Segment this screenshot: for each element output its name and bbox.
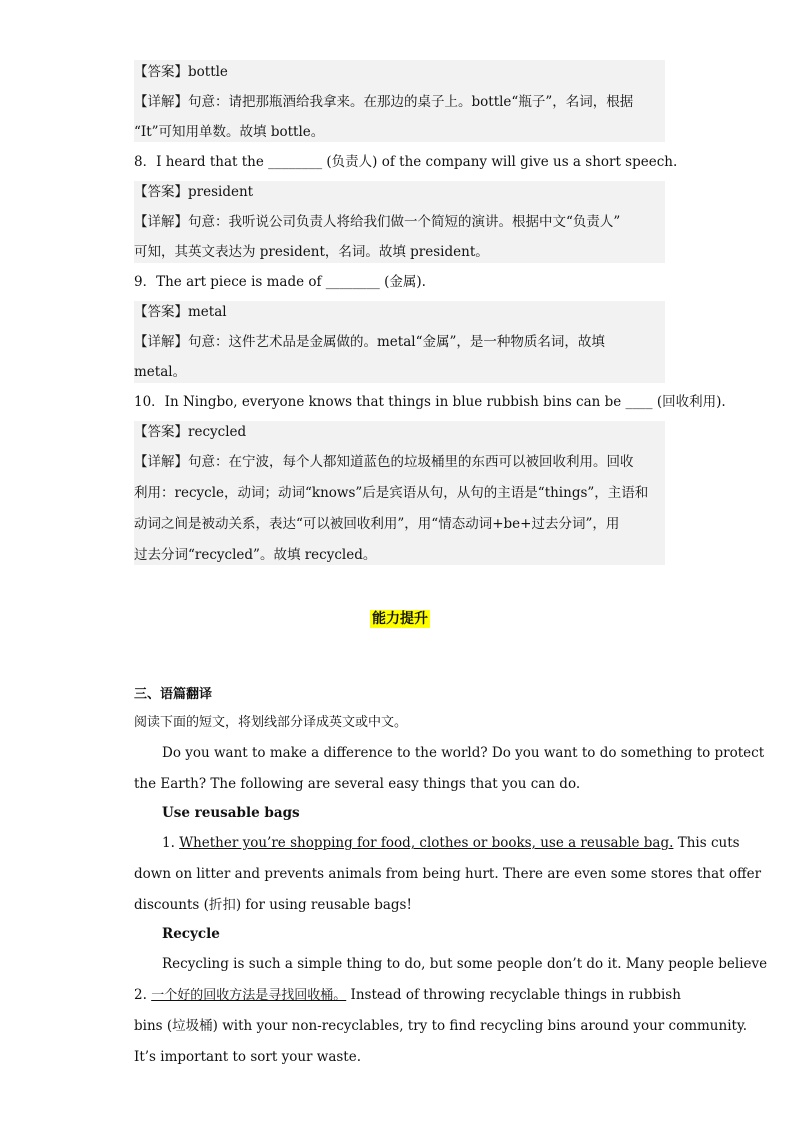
passage-line: Recycling is such a simple thing to do, but some people don’t do it. Many people believe [162, 956, 768, 972]
detail-line: 动词之间是被动关系，表达“可以被回收利用”，用“情态动词+be+过去分词”，用 [134, 516, 620, 532]
answer-line: 【答案】metal [134, 304, 227, 320]
underlined-translation-target: 一个好的回收方法是寻找回收桶。 [151, 988, 347, 1003]
detail-line: 利用：recycle，动词；动词“knows”后是宾语从句，从句的主语是“things”，主语和 [134, 485, 649, 501]
section-title-text: 能力提升 [372, 611, 428, 627]
detail-line: 【详解】句意：这件艺术品是金属做的。metal“金属”，是一种物质名词，故填 [134, 334, 605, 350]
subheading-recycle: Recycle [162, 926, 220, 942]
subheading-reusable-bags: Use reusable bags [162, 805, 300, 821]
detail-line: 【详解】句意：请把那瓶酒给我拿来。在那边的桌子上。bottle“瓶子”，名词，根据 [134, 94, 634, 110]
answer-line: 【答案】recycled [134, 424, 247, 440]
question-8: 8．I heard that the ________ (负责人) of the company will give us a short speech. [134, 154, 678, 170]
underlined-translation-target: Whether you’re shopping for food, clothes or books, use a reusable bag. [179, 835, 674, 851]
passage-line: It’s important to sort your waste. [134, 1049, 361, 1065]
question-10: 10．In Ningbo, everyone knows that things in blue rubbish bins can be ____ (回收利用). [134, 394, 726, 410]
detail-line: 【详解】句意：在宁波，每个人都知道蓝色的垃圾桶里的东西可以被回收利用。回收 [134, 454, 634, 470]
section-title [0, 608, 800, 628]
passage-line: discounts (折扣) for using reusable bags! [134, 897, 412, 913]
question-9: 9．The art piece is made of ________ (金属). [134, 274, 426, 290]
passage-line: bins (垃圾桶) with your non-recyclables, try to find recycling bins around your community. [134, 1018, 748, 1034]
passage-item-2 [134, 986, 681, 1005]
part-instruction: 阅读下面的短文，将划线部分译成英文或中文。 [134, 715, 408, 730]
passage-line: the Earth? The following are several easy things that you can do. [134, 776, 581, 792]
answer-line: 【答案】bottle [134, 64, 228, 80]
passage-line: Do you want to make a difference to the world? Do you want to do something to protect [162, 745, 765, 761]
item-number: 1. [162, 835, 175, 851]
answer-line: 【答案】president [134, 184, 254, 200]
detail-line: “It”可知用单数。故填 bottle。 [134, 124, 325, 140]
detail-line: 过去分词“recycled”。故填 recycled。 [134, 547, 377, 563]
item-rest: Instead of throwing recyclable things in rubbish [346, 987, 681, 1003]
item-rest: This cuts [673, 835, 740, 851]
passage-item-1 [162, 834, 740, 852]
passage-line: down on litter and prevents animals from being hurt. There are even some stores that offer [134, 866, 762, 882]
detail-line: 可知，其英文表达为 president，名词。故填 president。 [134, 244, 489, 260]
detail-line: metal。 [134, 364, 187, 380]
item-number: 2. [134, 987, 147, 1003]
part-heading: 三、语篇翻译 [134, 687, 213, 702]
detail-line: 【详解】句意：我听说公司负责人将给我们做一个简短的演讲。根据中文“负责人” [134, 214, 621, 230]
